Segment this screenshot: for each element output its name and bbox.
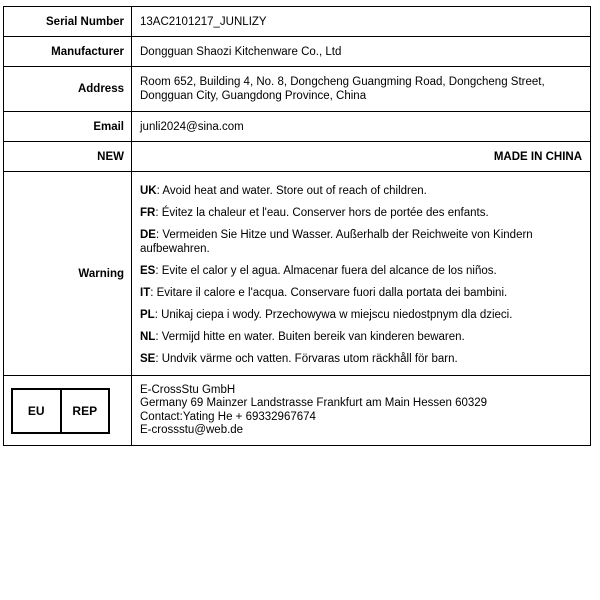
address-line-2: Dongguan City, Guangdong Province, China [140,90,367,102]
warning-code: UK [140,184,157,197]
warning-list [140,178,582,370]
email-row [4,112,591,142]
origin-value: MADE IN CHINA [132,142,591,172]
eu-rep-email: E-crossstu@web.de [140,424,244,436]
warning-text: : Evitare il calore e l'acqua. Conservare fuori dalla portata dei bambini. [150,286,508,299]
manufacturer-row [4,37,591,67]
warning-text: : Unikaj ciepa i wody. Przechowywa w miejscu niedostpnym dla dzieci. [154,308,513,321]
warning-line-de [140,228,582,256]
warning-line-pl [140,308,582,322]
manufacturer-value: Dongguan Shaozi Kitchenware Co., Ltd [132,37,591,67]
address-line-1: Room 652, Building 4, No. 8, Dongcheng Guangming Road, Dongcheng Street, [140,76,545,88]
address-row [4,67,591,112]
email-value: junli2024@sina.com [132,112,591,142]
rep-badge-text: REP [72,403,98,418]
eu-badge-text: EU [13,390,62,432]
condition-label: NEW [4,142,132,172]
serial-number-row [4,7,591,37]
warning-code: PL [140,308,155,321]
eu-rep-company: E-CrossStu GmbH [140,383,236,396]
eu-rep-badge-cell [4,376,132,446]
warning-code: FR [140,206,156,219]
warning-code: DE [140,228,156,241]
warning-code: IT [140,286,151,299]
warning-text: : Évitez la chaleur et l'eau. Conserver hors de portée des enfants. [155,206,489,219]
serial-number-value: 13AC2101217_JUNLIZY [132,7,591,37]
warning-label: Warning [4,172,132,376]
product-label-table [3,6,591,446]
warning-line-uk [140,184,582,198]
warning-line-it [140,286,582,300]
warning-text: : Evite el calor y el agua. Almacenar fuera del alcance de los niños. [155,264,497,277]
eu-rep-address: Germany 69 Mainzer Landstrasse Frankfurt am Main Hessen 60329 [140,397,488,409]
address-label: Address [4,67,132,112]
warning-content [132,172,591,376]
eu-rep-contact: Contact:Yating He + 69332967674 [140,410,316,423]
warning-code: SE [140,352,156,365]
warning-text: : Vermijd hitte en water. Buiten bereik van kinderen bewaren. [155,330,465,343]
serial-number-label: Serial Number [4,7,132,37]
warning-line-es [140,264,582,278]
eu-rep-details [132,376,591,446]
warning-text: : Avoid heat and water. Store out of reach of children. [156,184,427,197]
address-value [132,67,591,112]
eu-rep-badge [11,388,110,434]
warning-text: : Vermeiden Sie Hitze und Wasser. Außerhalb der Reichweite von Kindern aufbewahren. [140,228,533,255]
manufacturer-label: Manufacturer [4,37,132,67]
warning-line-se [140,352,582,366]
warning-line-nl [140,330,582,344]
warning-row [4,172,591,376]
email-label: Email [4,112,132,142]
warning-code: NL [140,330,156,343]
warning-code: ES [140,264,156,277]
eu-rep-row [4,376,591,446]
warning-text: : Undvik värme och vatten. Förvaras utom räckhåll för barn. [155,352,458,365]
warning-line-fr [140,206,582,220]
condition-row [4,142,591,172]
